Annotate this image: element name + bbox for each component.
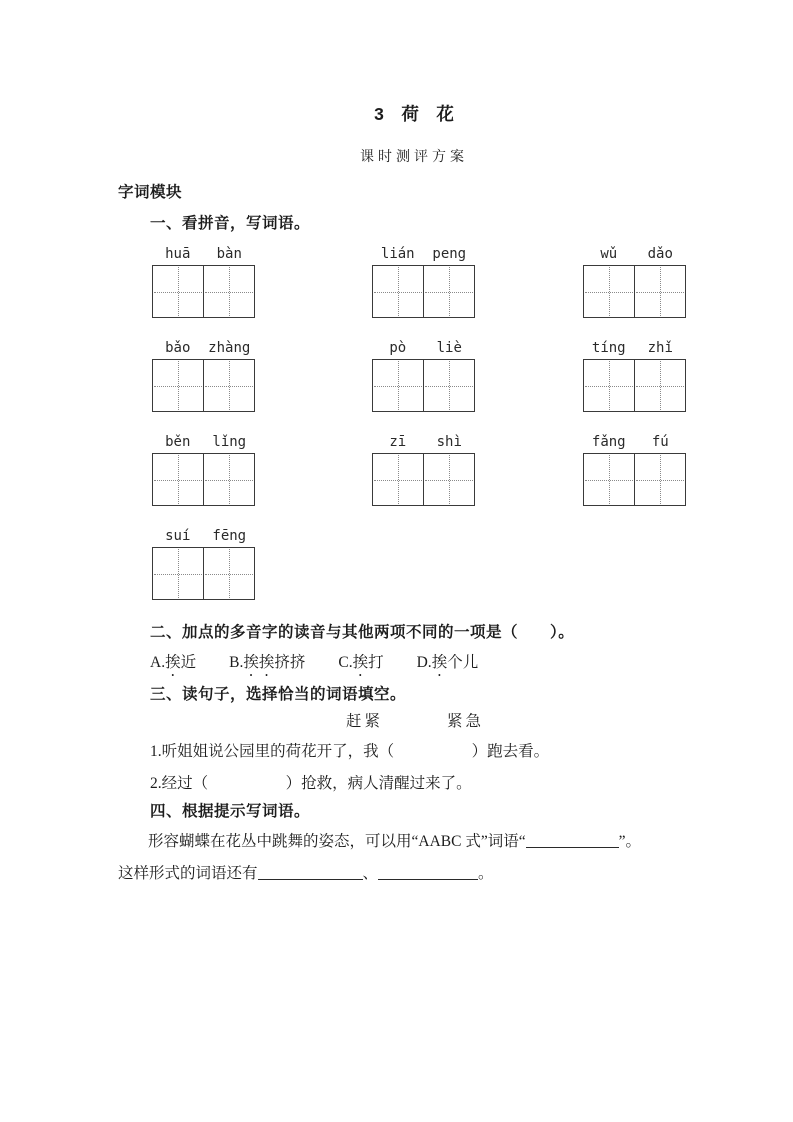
section-four-line1 xyxy=(148,829,641,851)
pinyin-syllable: lián xyxy=(380,246,415,262)
pinyin-syllable: peng xyxy=(432,246,467,262)
fill-item-2: 2.经过（ ）抢救，病人清醒过来了。 xyxy=(150,775,472,792)
line2-separator: 、 xyxy=(362,865,379,882)
answer-blank xyxy=(258,864,363,880)
writing-grid-box xyxy=(152,359,255,412)
writing-grid-box xyxy=(372,359,475,412)
page-title: 3 荷 花 xyxy=(374,104,454,124)
pinyin-syllable: běn xyxy=(165,434,191,450)
pinyin-label xyxy=(152,435,255,450)
tianzige-cell xyxy=(152,453,204,506)
tianzige-cell xyxy=(424,265,475,318)
word-bank-item: 紧急 xyxy=(446,713,484,730)
writing-grid-box xyxy=(583,453,686,506)
word-bank-item: 赶紧 xyxy=(346,713,384,730)
writing-grid-box xyxy=(152,265,255,318)
option-b xyxy=(229,650,305,680)
tianzige-cell xyxy=(635,265,686,318)
pinyin-grid xyxy=(152,247,712,623)
tianzige-cell xyxy=(204,359,255,412)
section-four-heading: 四、根据提示写词语。 xyxy=(150,803,311,820)
pinyin-syllable: fǎng xyxy=(591,434,626,450)
line2-text: 这样形式的词语还有 xyxy=(118,865,258,882)
pinyin-label xyxy=(583,435,686,450)
pinyin-word-group xyxy=(152,529,255,600)
options-row xyxy=(150,650,478,680)
pinyin-word-row xyxy=(152,247,712,341)
option-b-dotted-char: 挨挨 xyxy=(243,654,275,671)
section-one-heading: 一、看拼音，写词语。 xyxy=(150,215,311,232)
tianzige-cell xyxy=(152,359,204,412)
pinyin-syllable: tíng xyxy=(591,340,626,356)
tianzige-cell xyxy=(372,359,424,412)
pinyin-syllable: liè xyxy=(436,340,462,356)
pinyin-word-group xyxy=(583,341,686,412)
tianzige-cell xyxy=(424,453,475,506)
pinyin-label xyxy=(583,341,686,356)
pinyin-syllable: bǎo xyxy=(165,340,191,356)
option-b-rest: 挤挤 xyxy=(274,654,306,671)
pinyin-label xyxy=(152,341,255,356)
option-c-label: C. xyxy=(338,654,353,671)
pinyin-word-group xyxy=(583,247,686,318)
option-c xyxy=(338,650,383,680)
writing-grid-box xyxy=(583,359,686,412)
writing-grid-box xyxy=(372,453,475,506)
pinyin-word-group xyxy=(583,435,686,506)
pinyin-word-group xyxy=(372,341,475,412)
option-d xyxy=(417,650,479,680)
pinyin-word-group xyxy=(152,435,255,506)
pinyin-label xyxy=(372,247,475,262)
answer-blank xyxy=(378,864,478,880)
pinyin-word-row xyxy=(152,341,712,435)
option-a-dotted-char: 挨 xyxy=(165,654,181,671)
pinyin-syllable: zhǐ xyxy=(647,340,673,356)
answer-blank xyxy=(526,832,619,848)
tianzige-cell xyxy=(583,359,635,412)
pinyin-label xyxy=(583,247,686,262)
pinyin-word-row xyxy=(152,435,712,529)
pinyin-syllable: dǎo xyxy=(647,246,673,262)
pinyin-syllable: zhàng xyxy=(208,340,251,356)
option-c-rest: 打 xyxy=(368,654,384,671)
line2-period: 。 xyxy=(478,865,494,882)
pinyin-label xyxy=(372,341,475,356)
option-a xyxy=(150,650,196,680)
tianzige-cell xyxy=(372,265,424,318)
writing-grid-box xyxy=(372,265,475,318)
option-d-dotted-char: 挨 xyxy=(431,654,448,671)
pinyin-word-group xyxy=(372,247,475,318)
option-c-dotted-char: 挨 xyxy=(352,654,369,671)
tianzige-cell xyxy=(635,359,686,412)
tianzige-cell xyxy=(424,359,475,412)
section-two-heading: 二、加点的多音字的读音与其他两项不同的一项是（ ）。 xyxy=(150,624,575,641)
pinyin-syllable: huā xyxy=(165,246,191,262)
pinyin-label xyxy=(152,247,255,262)
tianzige-cell xyxy=(635,453,686,506)
tianzige-cell xyxy=(152,265,204,318)
pinyin-word-group xyxy=(372,435,475,506)
writing-grid-box xyxy=(583,265,686,318)
tianzige-cell xyxy=(152,547,204,600)
pinyin-word-group xyxy=(152,341,255,412)
writing-grid-box xyxy=(152,547,255,600)
pinyin-syllable: suí xyxy=(165,528,191,544)
pinyin-syllable: pò xyxy=(389,340,407,356)
pinyin-syllable: lǐng xyxy=(212,434,247,450)
pinyin-label xyxy=(372,435,475,450)
tianzige-cell xyxy=(372,453,424,506)
option-d-label: D. xyxy=(416,654,432,671)
option-d-rest: 个儿 xyxy=(447,654,479,671)
pinyin-word-row xyxy=(152,529,712,623)
tianzige-cell xyxy=(583,265,635,318)
pinyin-syllable: fēng xyxy=(212,528,247,544)
tianzige-cell xyxy=(204,453,255,506)
line1-text: 形容蝴蝶在花丛中跳舞的姿态，可以用“AABC 式”词语“ xyxy=(148,833,526,850)
pinyin-word-group xyxy=(152,247,255,318)
line1-closing: ”。 xyxy=(618,833,641,850)
module-header: 字词模块 xyxy=(118,184,183,201)
tianzige-cell xyxy=(204,265,255,318)
option-a-label: A. xyxy=(150,654,166,671)
section-four-line2 xyxy=(118,861,494,883)
tianzige-cell xyxy=(583,453,635,506)
writing-grid-box xyxy=(152,453,255,506)
pinyin-syllable: bàn xyxy=(216,246,242,262)
tianzige-cell xyxy=(204,547,255,600)
page-subtitle: 课时测评方案 xyxy=(360,150,468,165)
pinyin-syllable: zī xyxy=(389,434,407,450)
option-b-label: B. xyxy=(229,654,244,671)
fill-item-1: 1.听姐姐说公园里的荷花开了，我（ ）跑去看。 xyxy=(150,743,550,760)
word-bank xyxy=(118,709,712,731)
pinyin-syllable: shì xyxy=(436,434,462,450)
section-three-heading: 三、读句子，选择恰当的词语填空。 xyxy=(150,686,407,703)
pinyin-syllable: fú xyxy=(651,434,669,450)
option-a-rest: 近 xyxy=(180,654,197,671)
pinyin-syllable: wǔ xyxy=(600,246,618,262)
pinyin-label xyxy=(152,529,255,544)
